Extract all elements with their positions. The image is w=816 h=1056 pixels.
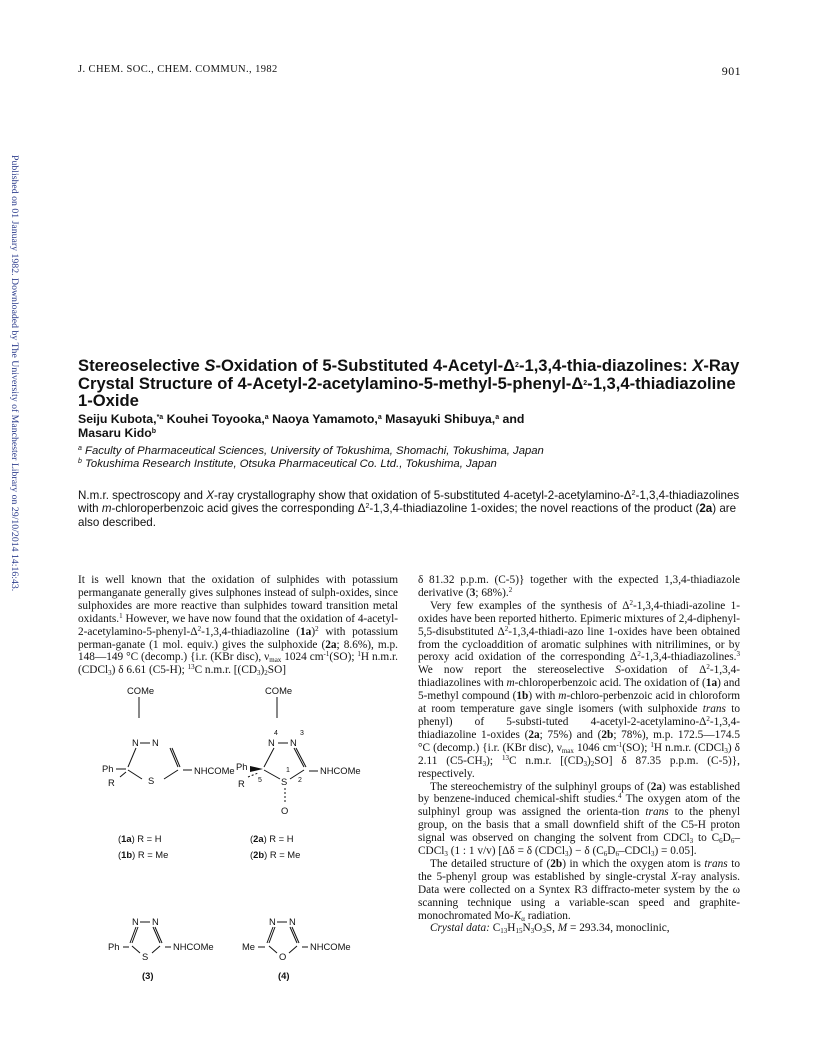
author-mark: a [495, 414, 500, 421]
atom-label: R [108, 777, 115, 788]
atom-label: O [279, 951, 287, 962]
body-paragraph: The stereochemistry of the sulphinyl groups of (2a) was established by benzene-induced chemical-shift studies.$^4$ The oxygen atom of the sulphinyl group was assigned the orienta-tion trans to the phenyl group, on the basis that a small downfield shift of the C5-H proton signal was observed on changing the solvent from CDCl$_3$ to $C_6D_6-CDCl_3$ (1 : 1 v/v) [Δδ = δ (CDCl$_3$) − δ $(C_6D_6-CDCl_3) = 0.05$]. [418, 780, 740, 859]
author-name: Masayuki Shibuya, [385, 412, 496, 426]
right-column [418, 574, 740, 935]
author-mark: a [377, 414, 382, 421]
left-column [78, 574, 398, 677]
atom-label: N [269, 916, 276, 927]
atom-label: Me [242, 941, 256, 952]
atom-label: S [281, 776, 288, 787]
download-note-link[interactable]: Published on 01 January 1982. Downloaded by The University of Manchester Library on 29/10/2014 14:16:43. [9, 155, 20, 592]
locant-label: 1 [286, 767, 290, 774]
substituent-label: COMe [265, 685, 293, 696]
compound-label: (3) [142, 970, 154, 981]
compound-label: (1a) R = H [118, 833, 162, 844]
body-paragraph: Very few examples of the synthesis of $\Delta^2-1,3,4-thiadi$-azoline 1-oxides have been reported hitherto. Epimeric mixtures of 2,4-diphenyl-5,5-disubstituted $\Delta^2-1,3,4-thiadi$-azo line 1-oxides have been obtained from the cycloaddition of aromatic sulphines with nitrilimines, or by peroxy acid oxidation of the corresponding $\Delta^2-1,3,4-thiadiazolines.^3$ We now report the stereoselective S-oxidation of $\Delta^2-1,3,4$-thiadiazolines with m-chloroperbenzoic acid. The oxidation of (1a) and 5-methyl compound (1b) with m-chloro-perbenzoic acid in chloroform at room temperature gave single isomers (with sulphoxide trans to phenyl) of 5-substi-tuted $4-acetyl-2-acetylamino-\Delta^2-1,3,4$-thiadiazoline 1-oxides (2a; 75%) and (2b; 78%), m.p. 172.5—174.5 °C (decomp.) {i.r. (KBr disc), $\nu_{max}$ 1046 $cm^{-1}(SO)$; $^1$H n.m.r. (CDCl$_3$) δ 2.11 $(C5-CH_3)$; $^{13}$C n.m.r. $[(CD_3)_2SO]$ δ 87.35 p.p.m. (C-5)}, respectively. [418, 598, 741, 780]
atom-label: S [148, 775, 155, 786]
compound-label: (2b) R = Me [250, 849, 301, 860]
atom-label: O [281, 805, 289, 816]
author-name: Seiju Kubota, [78, 412, 157, 426]
running-header [78, 64, 741, 80]
page-number: 901 [721, 64, 741, 78]
atom-label: N [152, 916, 159, 927]
atom-label: N [132, 737, 139, 748]
locant-label: 3 [300, 730, 304, 737]
author-mark: b [151, 427, 157, 435]
compound-label: (1b) R = Me [118, 849, 169, 860]
author-list [78, 413, 750, 440]
author-name: Masaru Kido [78, 425, 152, 440]
atom-label: N [132, 916, 139, 927]
author-mark: a [264, 414, 269, 421]
author-name: Kouhei Toyooka, [166, 412, 265, 426]
substituent-label: NHCOMe [320, 765, 361, 776]
body-paragraph: It is well known that the oxidation of sulphides with potassium permanganate generally gives sulphones instead of sulph-oxides, since sulphoxides are more reactive than sulphides toward transition metal oxidants.$^1$ However, we have now found that the oxidation of $4-acetyl-2-acetylamino-5-phenyl-\Delta^2-1,3,4$-thiadiazoline $(1a)^2$ with potassium perman-ganate (1 mol. equiv.) gives the sulphoxide (2a; 8.6%), m.p. 148—149 °C (decomp.) {i.r. (KBr disc), $\nu_{max}$ 1024 $cm^{-1}(SO)$; $^1$H n.m.r. (CDCl$_3$) δ 6.61 (C5-H); $^{13}$C n.m.r. $[(CD_3)_2SO]$ [78, 574, 399, 678]
atom-label: S [142, 951, 149, 962]
atom-label: R [238, 778, 245, 789]
locant-label: 2 [298, 777, 302, 784]
atom-label: N [268, 737, 275, 748]
author-conjunction: and [502, 412, 525, 426]
body-paragraph: Crystal data: $C_{13}H_{15}N_3O_3S$, M = 293.34, monoclinic, [430, 922, 670, 936]
locant-label: 5 [258, 777, 262, 784]
journal-citation: J. CHEM. SOC., CHEM. COMMUN., 1982 [78, 64, 278, 75]
body-paragraph: δ 81.32 p.p.m. (C-5)} together with the expected 1,3,4-thiadiazole derivative (3; 68%).$^2$ [418, 574, 740, 599]
compound-label: (2a) R = H [250, 833, 294, 844]
atom-label: Ph [236, 761, 248, 772]
affiliation-a: $^a$ Faculty of Pharmaceutical Sciences, University of Tokushima, Shomachi, Tokushima, Japan [78, 445, 544, 457]
structures-figure [78, 685, 398, 985]
compound-label: (4) [278, 970, 290, 981]
locant-label: 4 [274, 730, 278, 737]
affiliation-b: $^b$ Tokushima Research Institute, Otsuka Pharmaceutical Co. Ltd., Tokushima, Japan [78, 458, 497, 470]
atom-label: Ph [108, 941, 120, 952]
atom-label: N [290, 737, 297, 748]
substituent-label: NHCOMe [194, 765, 235, 776]
download-watermark [4, 155, 20, 635]
substituent-label: NHCOMe [173, 941, 214, 952]
atom-label: Ph [102, 763, 114, 774]
article-title: Stereoselective S-Oxidation of 5-Substituted $4-Acetyl-\Delta^2-1,3,4-thia$-diazolines: X-Ray Crystal Structure of $4-Acetyl-2-acetylamino-5-methyl-5-phenyl-\Delta^2-1,3,4$-thiadiazoline 1-Oxide [78, 356, 740, 410]
author-name: Naoya Yamamoto, [272, 412, 378, 426]
atom-label: N [289, 916, 296, 927]
atom-label: N [152, 737, 159, 748]
substituent-label: COMe [127, 685, 155, 696]
body-paragraph: The detailed structure of (2b) in which the oxygen atom is trans to the 5-phenyl group was established by single-crystal X-ray analysis. Data were collected on a Syntex R3 diffracto-meter system by the ω scanning technique using a variable-scan speed and graphite-monochromated $Mo-K_\alpha$ radiation. [418, 857, 740, 923]
affiliations [78, 445, 750, 471]
substituent-label: NHCOMe [310, 941, 351, 952]
author-mark: *a [156, 414, 164, 421]
abstract: N.m.r. spectroscopy and X-ray crystallography show that oxidation of 5-substituted $4-acetyl-2-acetylamino-\Delta^2-1,3,4$-thiadiazolines with m-chloroperbenzoic acid gives the corresponding $\Delta^2-1,3,4$-thiadiazoline 1-oxides; the novel reactions of the product (2a) are also described. [78, 489, 740, 529]
